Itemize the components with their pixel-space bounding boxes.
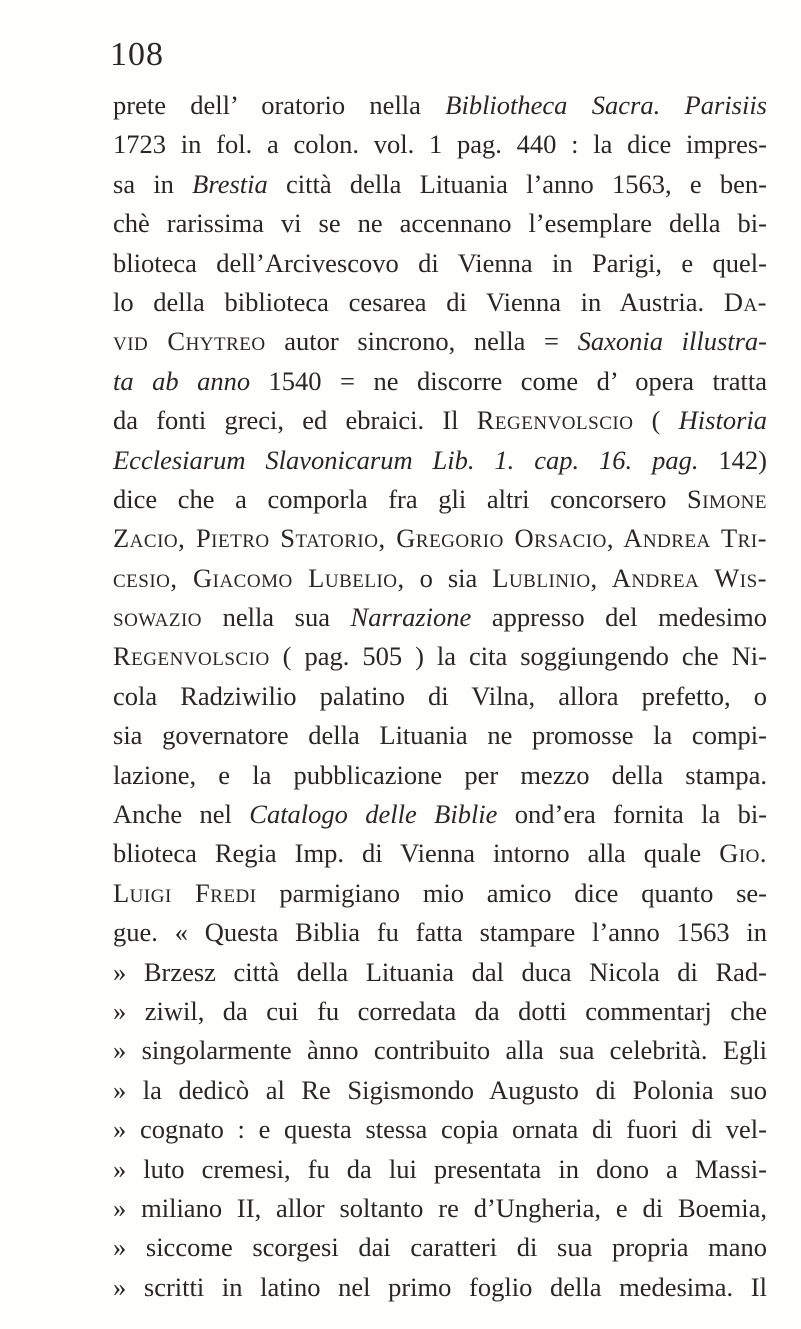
text-line bbox=[113, 1150, 767, 1189]
text-segment: 1723 in fol. a colon. vol. 1 pag. 440 : la dice impres- bbox=[113, 129, 767, 160]
text-line bbox=[113, 322, 767, 361]
small-caps-name: sowazio bbox=[113, 602, 202, 633]
small-caps-name: Regenvolscio bbox=[113, 641, 270, 672]
text-segment: lazione, e la pubblicazione per mezzo della stampa. bbox=[113, 759, 767, 790]
text-line bbox=[113, 1031, 767, 1070]
text-line bbox=[113, 1228, 767, 1267]
text-segment: blioteca dell’Arcivescovo di Vienna in Parigi, e quel- bbox=[113, 247, 767, 278]
text-line bbox=[113, 677, 767, 716]
text-segment: dice che a comporla fra gli altri concorsero bbox=[113, 483, 687, 514]
italic-text: Bibliotheca Sacra. Parisiis bbox=[445, 90, 767, 120]
text-segment: » la dedicò al Re Sigismondo Augusto di Polonia suo bbox=[113, 1074, 767, 1105]
text-segment: autor sincrono, nella = bbox=[265, 326, 578, 357]
text-segment: 1540 = ne discorre come d’ opera tratta bbox=[250, 365, 767, 396]
text-segment: ond’era fornita la bi- bbox=[497, 799, 768, 830]
text-segment: città della Lituania l’anno 1563, e ben- bbox=[267, 168, 767, 199]
small-caps-name: Gio. bbox=[719, 838, 767, 869]
small-caps-name: vid Chytreo bbox=[113, 326, 266, 357]
small-caps-name: Regenvolscio bbox=[476, 405, 634, 436]
text-segment: ( bbox=[633, 405, 679, 436]
italic-text: Historia bbox=[678, 405, 768, 436]
text-segment: » luto cremesi, fu da lui presentata in dono a Massi- bbox=[113, 1153, 767, 1184]
text-line bbox=[113, 1189, 767, 1228]
text-segment: nella sua bbox=[202, 602, 351, 633]
italic-text: Catalogo delle Biblie bbox=[249, 799, 498, 830]
text-line bbox=[113, 716, 767, 755]
text-segment: parmigiano mio amico dice quanto se- bbox=[256, 877, 767, 908]
text-line bbox=[113, 1071, 767, 1110]
text-line bbox=[113, 992, 767, 1031]
text-segment: Anche nel bbox=[113, 799, 250, 830]
text-segment: da fonti greci, ed ebraici. Il bbox=[113, 405, 477, 436]
text-segment: lo della biblioteca cesarea di Vienna in Austria. bbox=[113, 286, 724, 317]
italic-text: Narrazione bbox=[350, 602, 472, 633]
text-segment: prete dell’ oratorio nella bbox=[113, 90, 446, 120]
text-line bbox=[113, 401, 767, 440]
text-segment: ( pag. 505 ) la cita soggiungendo che Ni- bbox=[269, 641, 767, 672]
body-text bbox=[113, 86, 767, 1307]
small-caps-name: Luigi Fredi bbox=[113, 877, 257, 908]
small-caps-name: Da- bbox=[723, 286, 767, 317]
text-line bbox=[113, 795, 767, 834]
italic-text: Ecclesiarum Slavonicarum Lib. 1. cap. 16. pag. bbox=[113, 444, 699, 475]
text-segment: sia governatore della Lituania ne promosse la compi- bbox=[113, 720, 767, 751]
text-line bbox=[113, 165, 767, 204]
text-line bbox=[113, 283, 767, 322]
text-line bbox=[113, 244, 767, 283]
text-line bbox=[113, 480, 767, 519]
small-caps-name: Zacio, Pietro Statorio, Gregorio Orsacio, Andrea Tri- bbox=[113, 523, 767, 554]
italic-text: Brestia bbox=[192, 168, 268, 199]
text-segment: 142) bbox=[698, 444, 767, 475]
text-line bbox=[113, 874, 767, 913]
text-segment: » siccome scorgesi dai caratteri di sua propria mano bbox=[113, 1232, 767, 1263]
text-segment: » miliano II, allor soltanto re d’Ungheria, e di Boemia, bbox=[113, 1192, 767, 1223]
text-line bbox=[113, 598, 767, 637]
text-segment: » singolarmente ànno contribuito alla sua celebrità. Egli bbox=[113, 1035, 767, 1066]
small-caps-name: cesio, Giacomo Lubelio, bbox=[113, 562, 405, 593]
text-line bbox=[113, 834, 767, 873]
text-segment: » ziwil, da cui fu corredata da dotti commentarj che bbox=[113, 995, 767, 1026]
text-line bbox=[113, 953, 767, 992]
italic-text: Saxonia illustra- bbox=[577, 326, 768, 357]
text-line bbox=[113, 204, 767, 243]
text-segment: » Brzesz città della Lituania dal duca Nicola di Rad- bbox=[113, 956, 767, 987]
small-caps-name: Lublinio, Andrea Wis- bbox=[492, 562, 767, 593]
text-segment: appresso del medesimo bbox=[471, 602, 767, 633]
text-segment: blioteca Regia Imp. di Vienna intorno alla quale bbox=[113, 838, 720, 869]
text-line bbox=[113, 86, 767, 125]
text-segment: sa in bbox=[113, 168, 193, 199]
text-line bbox=[113, 1110, 767, 1149]
text-segment: o sia bbox=[404, 562, 493, 593]
text-segment: » cognato : e questa stessa copia ornata di fuori di vel- bbox=[113, 1114, 767, 1145]
text-line bbox=[113, 441, 767, 480]
small-caps-name: Simone bbox=[686, 483, 767, 514]
text-segment: gue. « Questa Biblia fu fatta stampare l’anno 1563 in bbox=[113, 917, 767, 948]
text-line bbox=[113, 756, 767, 795]
text-line bbox=[113, 125, 767, 164]
italic-text: ta ab anno bbox=[113, 365, 251, 396]
text-line bbox=[113, 362, 767, 401]
text-line bbox=[113, 1268, 767, 1307]
text-segment: chè rarissima vi se ne accennano l’esemplare della bi- bbox=[113, 208, 767, 239]
text-line bbox=[113, 519, 767, 558]
text-line bbox=[113, 559, 767, 598]
text-segment: » scritti in latino nel primo foglio della medesima. Il bbox=[113, 1271, 767, 1302]
text-line bbox=[113, 913, 767, 952]
text-line bbox=[113, 637, 767, 676]
text-segment: cola Radziwilio palatino di Vilna, allora prefetto, o bbox=[113, 680, 767, 711]
page-number: 108 bbox=[110, 36, 164, 73]
